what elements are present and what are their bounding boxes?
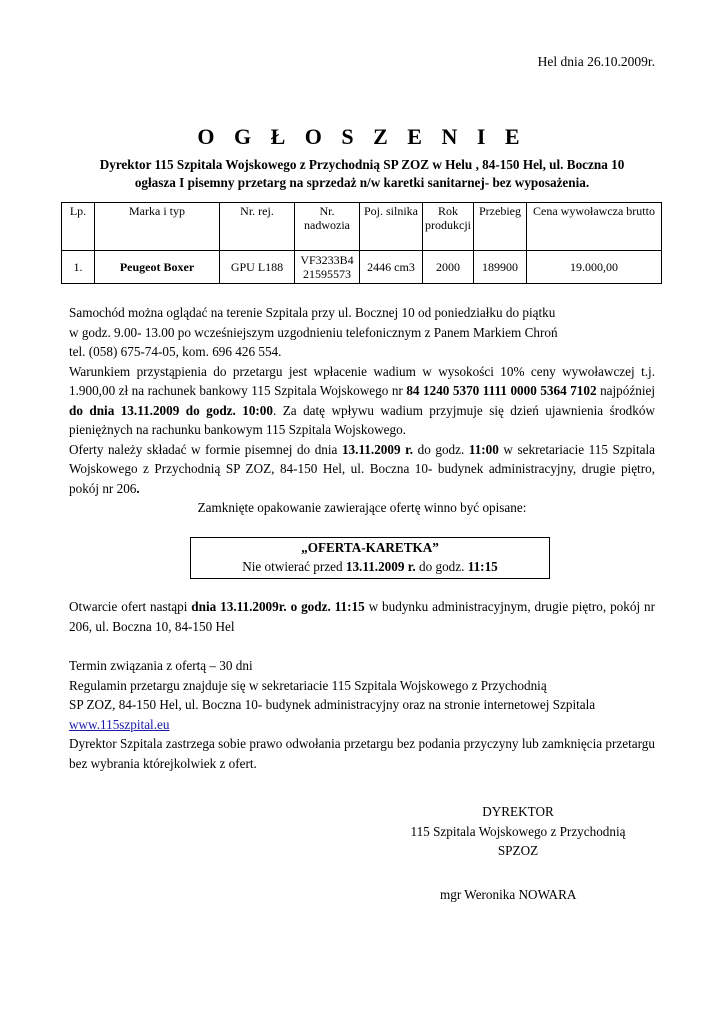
offer-text-b: do godz.: [413, 441, 469, 457]
col-rok: Rok produkcji: [423, 203, 474, 251]
signature-institution: 115 Szpitala Wojskowego z Przychodnią: [410, 823, 626, 839]
envelope-note-a: Nie otwierać przed: [242, 559, 346, 574]
cell-nadwozie: VF3233B4 21595573: [295, 251, 360, 284]
table-row: [62, 251, 662, 284]
col-lp: Lp.: [62, 203, 95, 251]
envelope-label-note: [191, 557, 549, 576]
signature-block: [398, 802, 638, 861]
document-title: O G Ł O S Z E N I E: [197, 124, 527, 149]
deposit-text-a: Warunkiem przystąpienia do przetargu jest wpłacenie wadium w wysokości 10% ceny wywoławczej t.j. 1.900,00 zł na rachunek bankowy 115 Szpitala Wojskowego nr: [69, 363, 655, 398]
deposit-info: [69, 362, 655, 440]
offer-text-c: w sekretariacie 115 Szpitala Wojskowego z Przychodnią SP ZOZ, 84-150 Hel, ul. Boczna 10- budynek administracyjny, drugie piętro, pokój nr 206: [69, 441, 655, 496]
envelope-label-box: [190, 537, 550, 579]
deposit-text-b: najpóźniej: [596, 383, 656, 398]
viewing-info: [69, 303, 655, 362]
regulations-line-2: SP ZOZ, 84-150 Hel, ul. Boczna 10- budynek administracyjny oraz na stronie internetowej Szpitala: [69, 697, 596, 712]
opening-info: [69, 597, 655, 636]
document-date: Hel dnia 26.10.2009r.: [537, 54, 655, 69]
cell-poj: 2446 cm3: [360, 251, 423, 284]
cell-marka: Peugeot Boxer: [95, 251, 220, 284]
signature-institution-short: SPZOZ: [497, 843, 539, 858]
cell-cena: 19.000,00: [527, 251, 662, 284]
subtitle-line-2: ogłasza I pisemny przetarg na sprzedaż n/w karetki sanitarnej- bez wyposażenia.: [134, 175, 590, 190]
opening-date-time: dnia 13.11.2009r. o godz. 11:15: [191, 599, 365, 614]
envelope-instruction: Zamknięte opakowanie zawierające ofertę winno być opisane:: [197, 500, 527, 515]
announcement-body: [69, 303, 655, 518]
envelope-note-time: 11:15: [467, 559, 498, 574]
cell-nr-rej: GPU L188: [220, 251, 295, 284]
opening-text-a: Otwarcie ofert nastąpi: [69, 599, 192, 614]
bank-account-number: 84 1240 5370 1111 0000 5364 7102: [406, 383, 597, 398]
envelope-label-title: „OFERTA-KARETKA”: [301, 540, 439, 555]
col-marka: Marka i typ: [95, 203, 220, 251]
hospital-website-link[interactable]: www.115szpital.eu: [69, 716, 170, 732]
offer-text-a: Oferty należy składać w formie pisemnej do dnia: [69, 441, 342, 457]
offer-submission-info: [69, 440, 655, 499]
regulations-line-1: Regulamin przetargu znajduje się w sekretariacie 115 Szpitala Wojskowego z Przychodnią: [69, 677, 547, 693]
deposit-deadline: do dnia 13.11.2009 do godz. 10:00: [69, 402, 273, 418]
signature-role: DYREKTOR: [482, 804, 554, 819]
document-subtitle: [62, 156, 662, 192]
subtitle-line-1: Dyrektor 115 Szpitala Wojskowego z Przychodnią SP ZOZ w Helu , 84-150 Hel, ul. Boczna 10: [99, 157, 625, 172]
col-nr-rej: Nr. rej.: [220, 203, 295, 251]
envelope-note-b: do godz.: [415, 559, 468, 574]
col-nadwozie: Nr. nadwozia: [295, 203, 360, 251]
terms-section: [69, 656, 655, 773]
envelope-note-date: 13.11.2009 r.: [345, 559, 416, 574]
director-reservation: Dyrektor Szpitala zastrzega sobie prawo odwołania przetargu bez podania przyczyny lub zamknięcia przetargu bez wybrania którejkolwiek z ofert.: [69, 736, 655, 771]
deposit-text-c: . Za datę wpływu wadium przyjmuje się dzień ujawnienia środków pieniężnych na rachunku bankowym 115 Szpitala Wojskowego.: [69, 402, 655, 437]
viewing-line-1: Samochód można oglądać na terenie Szpitala przy ul. Bocznej 10 od poniedziałku do piątku: [69, 305, 556, 320]
cell-przebieg: 189900: [474, 251, 527, 284]
viewing-line-2: w godz. 9.00- 13.00 po wcześniejszym uzgodnieniu telefonicznym z Panem Markiem Chroń: [69, 324, 558, 340]
col-poj: Poj. silnika: [360, 203, 423, 251]
col-przebieg: Przebieg: [474, 203, 527, 251]
vehicle-table: [61, 202, 662, 284]
cell-lp: 1.: [62, 251, 95, 284]
viewing-line-3: tel. (058) 675-74-05, kom. 696 426 554.: [69, 344, 282, 359]
col-cena: Cena wywoławcza brutto: [527, 203, 662, 251]
table-header-row: [62, 203, 662, 251]
binding-period: Termin związania z ofertą – 30 dni: [69, 658, 253, 673]
opening-text-b: w budynku administracyjnym, drugie piętro, pokój nr 206, ul. Boczna 10, 84-150 Hel: [69, 599, 655, 634]
cell-rok: 2000: [423, 251, 474, 284]
signer-name: mgr Weronika NOWARA: [440, 887, 577, 902]
offer-deadline-time: 11:00: [468, 441, 499, 457]
offer-deadline-date: 13.11.2009 r.: [341, 441, 414, 457]
offer-text-dot: .: [136, 480, 140, 496]
